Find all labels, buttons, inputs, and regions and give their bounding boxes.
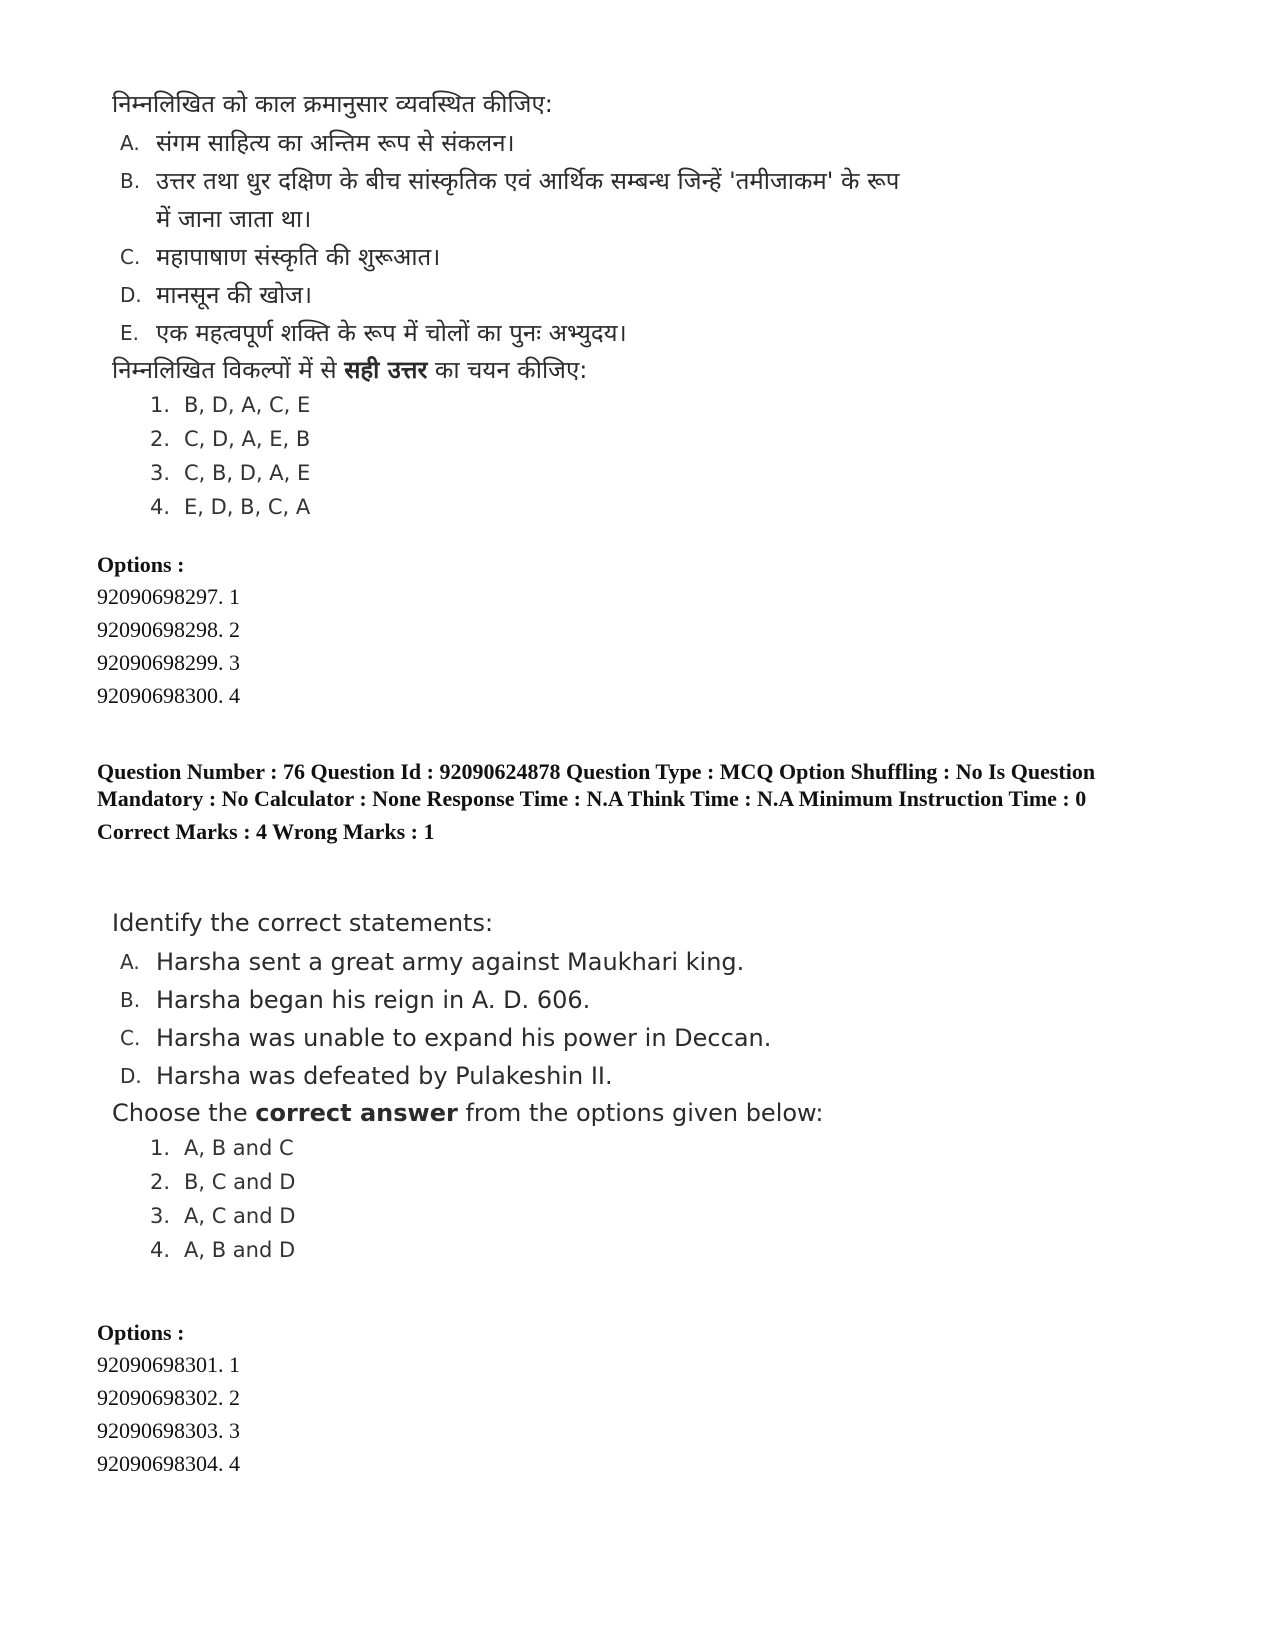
option-row: 92090698303. 3 bbox=[97, 1418, 240, 1443]
statement-c bbox=[112, 1019, 823, 1057]
statement-letter: A. bbox=[120, 131, 140, 155]
option-row: 92090698297. 1 bbox=[97, 584, 240, 609]
question-75-options bbox=[97, 550, 240, 712]
instruction-bold: correct answer bbox=[255, 1099, 458, 1127]
choice-number: 3. bbox=[150, 461, 171, 485]
choice-text: A, B and C bbox=[184, 1136, 294, 1160]
statement-d bbox=[112, 1057, 823, 1095]
question-stem: निम्नलिखित को काल क्रमानुसार व्यवस्थित कीजिए: bbox=[112, 90, 553, 118]
statement-letter: D. bbox=[120, 283, 142, 307]
statement-b bbox=[112, 981, 823, 1019]
statement-text: Harsha began his reign in A. D. 606. bbox=[156, 986, 591, 1014]
statement-text: Harsha was defeated by Pulakeshin II. bbox=[156, 1062, 613, 1090]
choice-number: 2. bbox=[150, 1170, 171, 1194]
instruction-text: Choose the bbox=[112, 1099, 256, 1127]
statement-letter: B. bbox=[120, 169, 141, 193]
instruction-bold: सही उत्तर bbox=[344, 356, 428, 384]
choice-text: A, C and D bbox=[184, 1204, 296, 1228]
options-label: Options : bbox=[97, 1320, 185, 1345]
choice-number: 2. bbox=[150, 427, 171, 451]
statement-letter: C. bbox=[120, 1026, 141, 1050]
statement-text: महापाषाण संस्कृति की शुरूआत। bbox=[156, 243, 441, 271]
instruction-text: निम्नलिखित विकल्पों में से bbox=[112, 356, 345, 384]
statement-list bbox=[112, 943, 823, 1095]
statement-text: Harsha sent a great army against Maukhari king. bbox=[156, 948, 745, 976]
statement-d bbox=[112, 276, 916, 314]
statement-letter: D. bbox=[120, 1064, 142, 1088]
choice-item bbox=[150, 490, 916, 524]
choice-item bbox=[150, 1131, 823, 1165]
question-75-image bbox=[112, 86, 916, 524]
statement-text: एक महत्वपूर्ण शक्ति के रूप में चोलों का पुनः अभ्युदय। bbox=[156, 319, 627, 347]
question-76-header bbox=[97, 758, 1097, 845]
choice-number: 4. bbox=[150, 495, 171, 519]
statement-b bbox=[112, 162, 916, 238]
choice-item bbox=[150, 422, 916, 456]
choice-number: 1. bbox=[150, 393, 171, 417]
statement-list bbox=[112, 124, 916, 352]
option-row: 92090698304. 4 bbox=[97, 1451, 240, 1476]
statement-text: Harsha was unable to expand his power in Deccan. bbox=[156, 1024, 772, 1052]
choice-text: B, D, A, C, E bbox=[184, 393, 311, 417]
choice-text: A, B and D bbox=[184, 1238, 296, 1262]
option-row: 92090698300. 4 bbox=[97, 683, 240, 708]
choice-item bbox=[150, 456, 916, 490]
option-row: 92090698299. 3 bbox=[97, 650, 240, 675]
choice-number: 4. bbox=[150, 1238, 171, 1262]
choice-item bbox=[150, 1233, 823, 1267]
choice-number: 1. bbox=[150, 1136, 171, 1160]
choice-text: B, C and D bbox=[184, 1170, 296, 1194]
question-instruction bbox=[112, 352, 916, 388]
statement-c bbox=[112, 238, 916, 276]
statement-text: संगम साहित्य का अन्तिम रूप से संकलन। bbox=[156, 129, 515, 157]
statement-e bbox=[112, 314, 916, 352]
choice-list bbox=[112, 1131, 823, 1267]
question-meta: Question Number : 76 Question Id : 92090624878 Question Type : MCQ Option Shuffling : No Is Question Mandatory : No Calculator : None Response Time : N.A Think Time : N.A Minimum Instruction Time : 0 bbox=[97, 759, 1096, 811]
option-row: 92090698302. 2 bbox=[97, 1385, 240, 1410]
statement-letter: A. bbox=[120, 950, 140, 974]
choice-number: 3. bbox=[150, 1204, 171, 1228]
statement-a bbox=[112, 943, 823, 981]
choice-text: C, D, A, E, B bbox=[184, 427, 311, 451]
choice-item bbox=[150, 388, 916, 422]
question-stem: Identify the correct statements: bbox=[112, 909, 494, 937]
statement-letter: C. bbox=[120, 245, 141, 269]
question-marks: Correct Marks : 4 Wrong Marks : 1 bbox=[97, 819, 435, 844]
option-row: 92090698298. 2 bbox=[97, 617, 240, 642]
options-label: Options : bbox=[97, 552, 185, 577]
statement-letter: B. bbox=[120, 988, 141, 1012]
statement-text: उत्तर तथा धुर दक्षिण के बीच सांस्कृतिक एवं आर्थिक सम्बन्ध जिन्हें 'तमीजाकम' के रूप में जाना जाता था। bbox=[156, 167, 900, 233]
statement-a bbox=[112, 124, 916, 162]
question-76-image bbox=[112, 905, 823, 1267]
question-instruction bbox=[112, 1095, 823, 1131]
question-76-options bbox=[97, 1318, 240, 1480]
statement-text: मानसून की खोज। bbox=[156, 281, 313, 309]
option-row: 92090698301. 1 bbox=[97, 1352, 240, 1377]
choice-item bbox=[150, 1165, 823, 1199]
statement-letter: E. bbox=[120, 321, 139, 345]
instruction-text: from the options given below: bbox=[457, 1099, 824, 1127]
choice-list bbox=[112, 388, 916, 524]
choice-item bbox=[150, 1199, 823, 1233]
instruction-text: का चयन कीजिए: bbox=[427, 356, 588, 384]
choice-text: E, D, B, C, A bbox=[184, 495, 311, 519]
choice-text: C, B, D, A, E bbox=[184, 461, 311, 485]
